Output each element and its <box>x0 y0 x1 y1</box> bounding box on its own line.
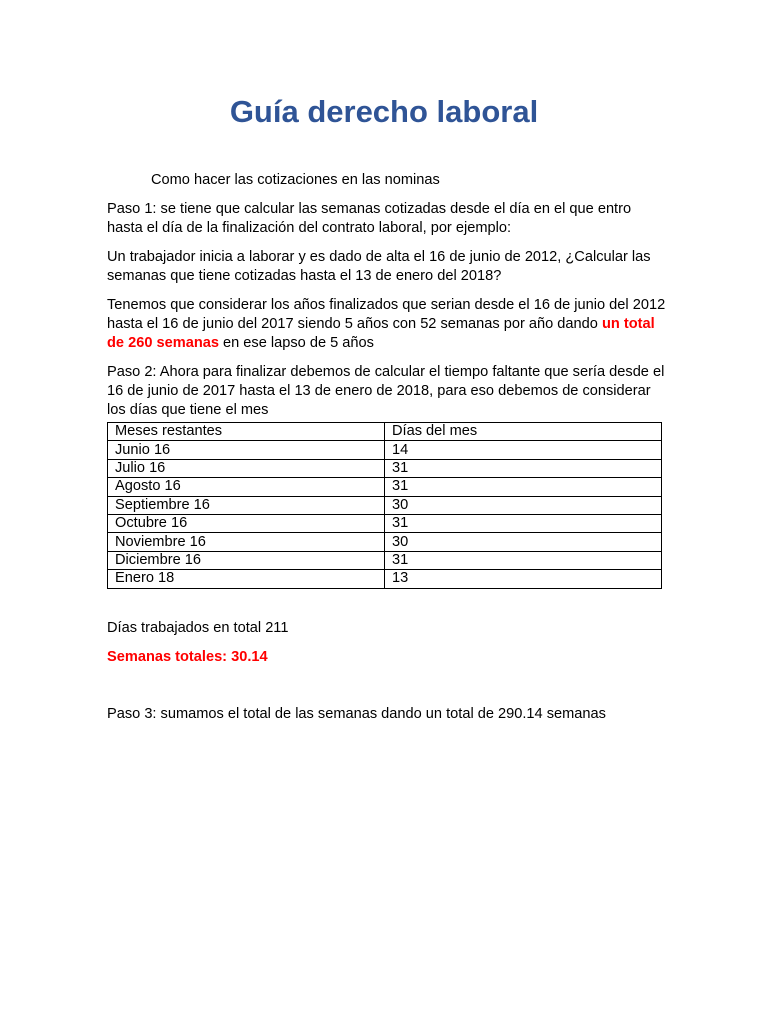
paso2-paragraph: Paso 2: Ahora para finalizar debemos de calcular el tiempo faltante que sería desde el 16 de junio de 2017 hasta el 13 de enero de 2018, para eso debemos de considerar los días que tiene el mes <box>107 364 665 418</box>
dias-total-paragraph: Días trabajados en total 211 <box>107 619 289 636</box>
table-row <box>108 496 662 514</box>
table-cell-days: 13 <box>385 570 662 588</box>
semanas-totales-paragraph: Semanas totales: 30.14 <box>107 648 268 665</box>
table-cell-month: Enero 18 <box>108 570 385 588</box>
table-row <box>108 533 662 551</box>
table-cell-days: 14 <box>385 441 662 459</box>
table-cell-month: Junio 16 <box>108 441 385 459</box>
table-cell-month: Noviembre 16 <box>108 533 385 551</box>
years-paragraph <box>107 296 667 353</box>
table-cell-month: Agosto 16 <box>108 478 385 496</box>
paso1-paragraph: Paso 1: se tiene que calcular las semanas cotizadas desde el día en el que entro hasta el día de la finalización del contrato laboral, por ejemplo: <box>107 201 632 236</box>
table-row <box>108 514 662 532</box>
table-cell-days: 31 <box>385 514 662 532</box>
table-cell-month: Septiembre 16 <box>108 496 385 514</box>
table-cell-days: 31 <box>385 551 662 569</box>
table-cell-days: 30 <box>385 533 662 551</box>
table-row <box>108 441 662 459</box>
table-row <box>108 570 662 588</box>
document-title: Guía derecho laboral <box>229 94 539 129</box>
table-header-cell: Días del mes <box>385 423 662 441</box>
table-row <box>108 551 662 569</box>
months-table <box>107 422 662 589</box>
table-cell-month: Octubre 16 <box>108 514 385 532</box>
paso3-paragraph: Paso 3: sumamos el total de las semanas dando un total de 290.14 semanas <box>107 705 606 722</box>
table-cell-days: 31 <box>385 478 662 496</box>
table-row <box>108 478 662 496</box>
table-cell-days: 30 <box>385 496 662 514</box>
table-header-row <box>108 423 662 441</box>
total-260-highlight: un total de 260 semanas <box>107 316 655 351</box>
table-header-cell: Meses restantes <box>108 423 385 441</box>
years-text-after: en ese lapso de 5 años <box>218 335 374 351</box>
years-text-before: Tenemos que considerar los años finalizados que serian desde el 16 de junio del 2012 hasta el 16 de junio del 2017 siendo 5 años con 52 semanas por año dando <box>107 297 666 332</box>
table-cell-month: Julio 16 <box>108 459 385 477</box>
document-subtitle: Como hacer las cotizaciones en las nominas <box>151 172 440 188</box>
table-row <box>108 459 662 477</box>
table-cell-month: Diciembre 16 <box>108 551 385 569</box>
document-body <box>107 171 667 734</box>
table-cell-days: 31 <box>385 459 662 477</box>
example-paragraph: Un trabajador inicia a laborar y es dado de alta el 16 de junio de 2012, ¿Calcular las semanas que tiene cotizadas hasta el 13 de enero del 2018? <box>107 249 651 284</box>
